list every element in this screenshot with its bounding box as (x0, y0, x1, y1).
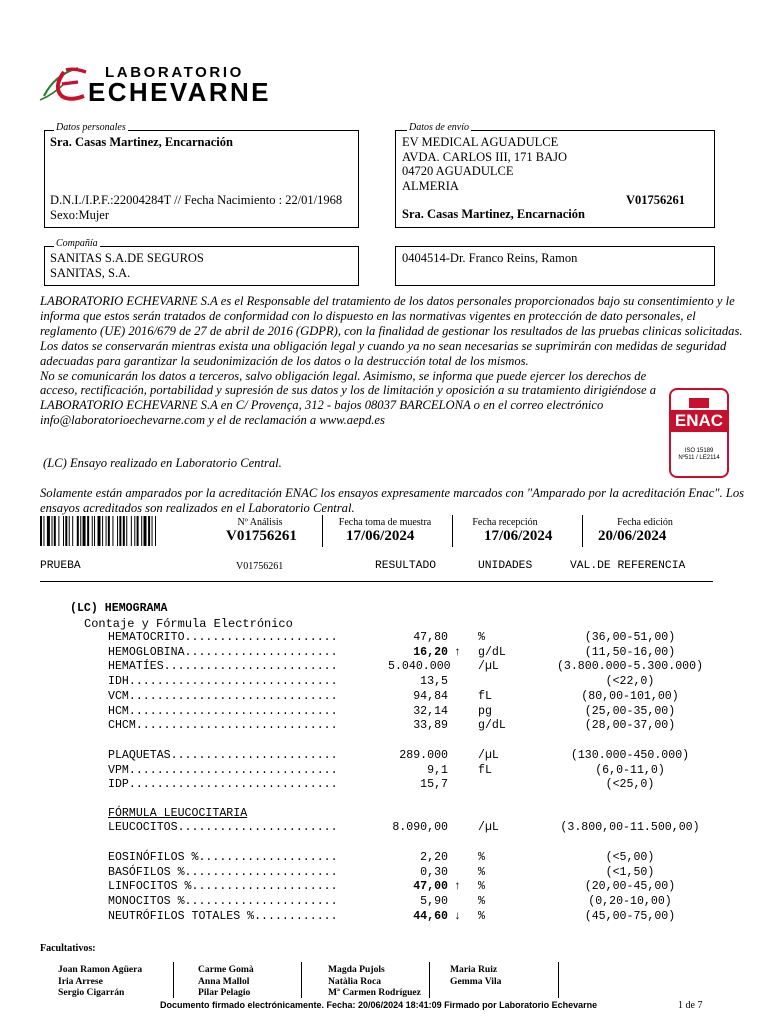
result-reference: (130.000-450.000) (570, 749, 690, 762)
reception-date-value: 17/06/2024 (484, 528, 553, 544)
signer-name: Mª Carmen Rodríguez (328, 987, 421, 999)
divider (452, 515, 453, 547)
signer-divider (429, 962, 430, 998)
result-reference: (3.800.000-5.300.000) (556, 660, 704, 674)
result-reference: (<1,50) (605, 865, 655, 879)
result-name: VCM.............................. (108, 689, 338, 703)
result-name: HCM.............................. (108, 704, 338, 718)
result-unit: /µL (478, 660, 499, 674)
signature-footer: Documento firmado electrónicamente. Fecha: 20/06/2024 18:41:09 Firmado por Laboratorio Echevarne (160, 1000, 598, 1010)
result-unit: fL (478, 763, 492, 777)
col-test: PRUEBA (40, 560, 81, 572)
signer-name (450, 987, 501, 999)
doctor-text: 0404514-Dr. Franco Reins, Ramon (402, 251, 578, 265)
signer-divider (558, 962, 559, 998)
section-title: (LC) HEMOGRAMA (70, 602, 168, 615)
company-line2: SANITAS, S.A. (50, 266, 131, 280)
result-unit: % (478, 880, 485, 894)
result-unit: % (478, 865, 485, 879)
result-name: IDH.............................. (108, 675, 338, 689)
result-reference: (3.800,00-11.500,00) (560, 821, 700, 834)
shipping-code: V01756261 (626, 193, 686, 207)
result-value: 9,1 (427, 763, 448, 777)
privacy-paragraph-2: No se comunicarán los datos a terceros, salvo obligación legal. Asimismo, se informa que puede ejercer los derechos de acceso, rectificación, portabilidad y supresión de sus datos y los de limitación y oposición a su tratamiento dirigiéndose a LABORATORIO ECHEVARNE S.A en C/ Provença, 312 - bajos 08037 BARCELONA o en el correo electrónico info@laboratorioechevarne.com y el de reclamación a www.aepd.es (40, 368, 657, 428)
result-name: PLAQUETAS........................ (108, 749, 338, 762)
subsection-title: Contaje y Fórmula Electrónico (84, 617, 293, 631)
result-reference: (36,00-51,00) (584, 631, 676, 644)
barcode-icon (40, 516, 196, 546)
result-unit: % (478, 851, 485, 864)
facultativos-label: Facultativos: (40, 943, 96, 954)
result-value: 5,90 (420, 895, 448, 909)
result-value: 94,84 (413, 689, 448, 703)
logo-mark-icon (38, 62, 94, 106)
sample-date-value: 17/06/2024 (346, 528, 415, 544)
edition-date-label: Fecha edición (617, 517, 673, 528)
result-value: 289.000 (399, 749, 448, 762)
result-value: 33,89 (413, 719, 448, 733)
patient-name: Sra. Casas Martinez, Encarnación (50, 135, 233, 149)
privacy-paragraph-1: LABORATORIO ECHEVARNE S.A es el Responsable del tratamiento de los datos personales proporcionados bajo su consentimiento y le informa que estos serán tratados de conformidad con lo dispuesto en las normativas vigentes en protección de dato personales, el reglamento (UE) 2016/679 de 27 de abril de 2016 (GDPR), con la finalidad de gestionar los resultados de las pruebas clinicas solicitadas. Los datos se conservarán mientras exista una obligación legal y cuando ya no sean necesarias se suprimirán con medidas de seguridad adecuadas para garantizar la seudonimización de los datos o la destrucción total de los mismos. (40, 294, 743, 368)
signer-name: Maria Ruiz (450, 964, 498, 975)
result-name: HEMATÍES......................... (108, 660, 338, 674)
result-unit: g/dL (478, 719, 506, 733)
result-name: LINFOCITOS %..................... (108, 880, 338, 894)
header-rule (40, 581, 713, 582)
result-name: IDP.............................. (108, 778, 338, 792)
analysis-label: Nº Análisis (237, 517, 283, 528)
sample-date-label: Fecha toma de muestra (338, 517, 432, 528)
shipping-line4: ALMERIA (402, 179, 459, 193)
col-result: RESULTADO (375, 560, 437, 572)
reception-date-label: Fecha recepción (472, 517, 538, 528)
result-name: HEMOGLOBINA...................... (108, 645, 338, 659)
result-flag: ↓ (454, 909, 461, 923)
signer-column (450, 964, 501, 999)
result-reference: (45,00-75,00) (584, 909, 676, 923)
page-number: 1 de 7 (678, 1000, 703, 1011)
signer-column (58, 964, 142, 999)
result-unit: /µL (478, 821, 499, 834)
patient-box-label: Datos personales (56, 122, 126, 133)
signer-name: Magda Pujols (328, 964, 385, 975)
result-value: 8.090,00 (392, 821, 448, 834)
col-units: UNIDADES (478, 560, 533, 572)
result-value: 2,20 (420, 851, 448, 864)
enac-badge (669, 388, 729, 478)
result-unit: /µL (478, 749, 499, 762)
privacy-notice (40, 294, 750, 428)
result-name: MONOCITOS %...................... (108, 895, 338, 909)
enac-badge-title: ENAC (671, 410, 727, 432)
signer-name: Gemma Vila (450, 975, 502, 987)
lc-note: (LC) Ensayo realizado en Laboratorio Central. (43, 456, 282, 470)
result-value: 47,00 (413, 880, 448, 894)
result-name: NEUTRÓFILOS TOTALES %............ (108, 909, 338, 923)
patient-sex: Sexo:Mujer (50, 208, 110, 222)
result-reference: (20,00-45,00) (584, 880, 676, 894)
result-reference: (28,00-37,00) (584, 719, 676, 733)
logo-top-text: LABORATORIO (105, 64, 244, 81)
divider (582, 515, 583, 547)
result-unit: % (478, 631, 485, 644)
result-unit: fL (478, 689, 492, 703)
result-name: EOSINÓFILOS %.................... (108, 851, 338, 864)
signer-name: Natàlia Roca (328, 975, 382, 987)
result-name: LEUCOCITOS....................... (108, 821, 338, 834)
signer-name: Sergio Cigarrán (58, 987, 125, 999)
signer-name: Pilar Pelagio (198, 987, 251, 999)
divider (322, 515, 323, 547)
result-value: 32,14 (413, 704, 448, 718)
result-value: 15,7 (420, 778, 448, 792)
patient-dni: D.N.I./I.P.F.:22004284T // Fecha Nacimiento : 22/01/1968 (50, 193, 343, 207)
result-reference: (<22,0) (605, 675, 655, 689)
result-unit: % (478, 895, 485, 909)
result-reference: (25,00-35,00) (584, 704, 676, 718)
result-reference: (6,0-11,0) (595, 763, 665, 777)
col-code: V01756261 (236, 561, 284, 572)
signer-divider (301, 962, 302, 998)
result-value: 47,80 (413, 631, 448, 644)
shipping-recipient: Sra. Casas Martinez, Encarnación (402, 207, 585, 221)
result-reference: (11,50-16,00) (584, 645, 676, 659)
result-flag: ↑ (454, 880, 461, 894)
signer-name: Anna Mallol (198, 975, 250, 987)
signer-name: Joan Ramon Agüera (58, 964, 143, 975)
result-value: 44,60 (413, 909, 448, 923)
result-name: BASÓFILOS %...................... (108, 865, 338, 879)
leuco-title: FÓRMULA LEUCOCITARIA (108, 807, 248, 820)
result-name: VPM.............................. (108, 763, 338, 777)
enac-badge-line2: Nº511 / LE2114 (678, 455, 720, 461)
result-reference: (0,20-10,00) (588, 895, 672, 909)
signer-name: Carme Gomà (198, 964, 254, 975)
signer-column (198, 964, 254, 999)
col-ref: VAL.DE REFERENCIA (570, 560, 686, 572)
result-unit: % (478, 909, 485, 923)
enac-badge-line1: ISO 15189 (684, 448, 714, 454)
shipping-box-label: Datos de envío (409, 122, 469, 133)
shipping-line2: AVDA. CARLOS III, 171 BAJO (402, 150, 568, 164)
analysis-value: V01756261 (226, 528, 297, 544)
result-reference: (<25,0) (605, 778, 655, 792)
signer-column (328, 964, 421, 999)
edition-date-value: 20/06/2024 (598, 528, 667, 544)
signer-divider (173, 962, 174, 998)
company-box-label: Compañía (56, 238, 98, 249)
enac-note: Solamente están amparados por la acreditación ENAC los ensayos expresamente marcados con "Amparado por la acreditación Enac". Los ensayos acreditados son realizados en el Laboratorio Central. (40, 486, 745, 515)
result-unit: pg (478, 704, 492, 718)
result-reference: (80,00-101,00) (581, 689, 679, 703)
shipping-line1: EV MEDICAL AGUADULCE (402, 135, 559, 149)
company-line1: SANITAS S.A.DE SEGUROS (50, 251, 204, 265)
result-flag: ↑ (454, 645, 461, 659)
result-name: HEMATOCRITO...................... (108, 631, 338, 644)
result-value: 5.040.000 (388, 660, 451, 674)
result-value: 16,20 (413, 645, 448, 659)
result-value: 13,5 (420, 675, 448, 689)
result-name: CHCM............................. (108, 719, 338, 733)
result-value: 0,30 (420, 865, 448, 879)
signer-name: Iria Arrese (58, 975, 103, 987)
result-unit: g/dL (478, 645, 506, 659)
shipping-line3: 04720 AGUADULCE (402, 164, 514, 178)
result-reference: (<5,00) (605, 851, 655, 864)
logo-main-text: ECHEVARNE (88, 77, 271, 107)
